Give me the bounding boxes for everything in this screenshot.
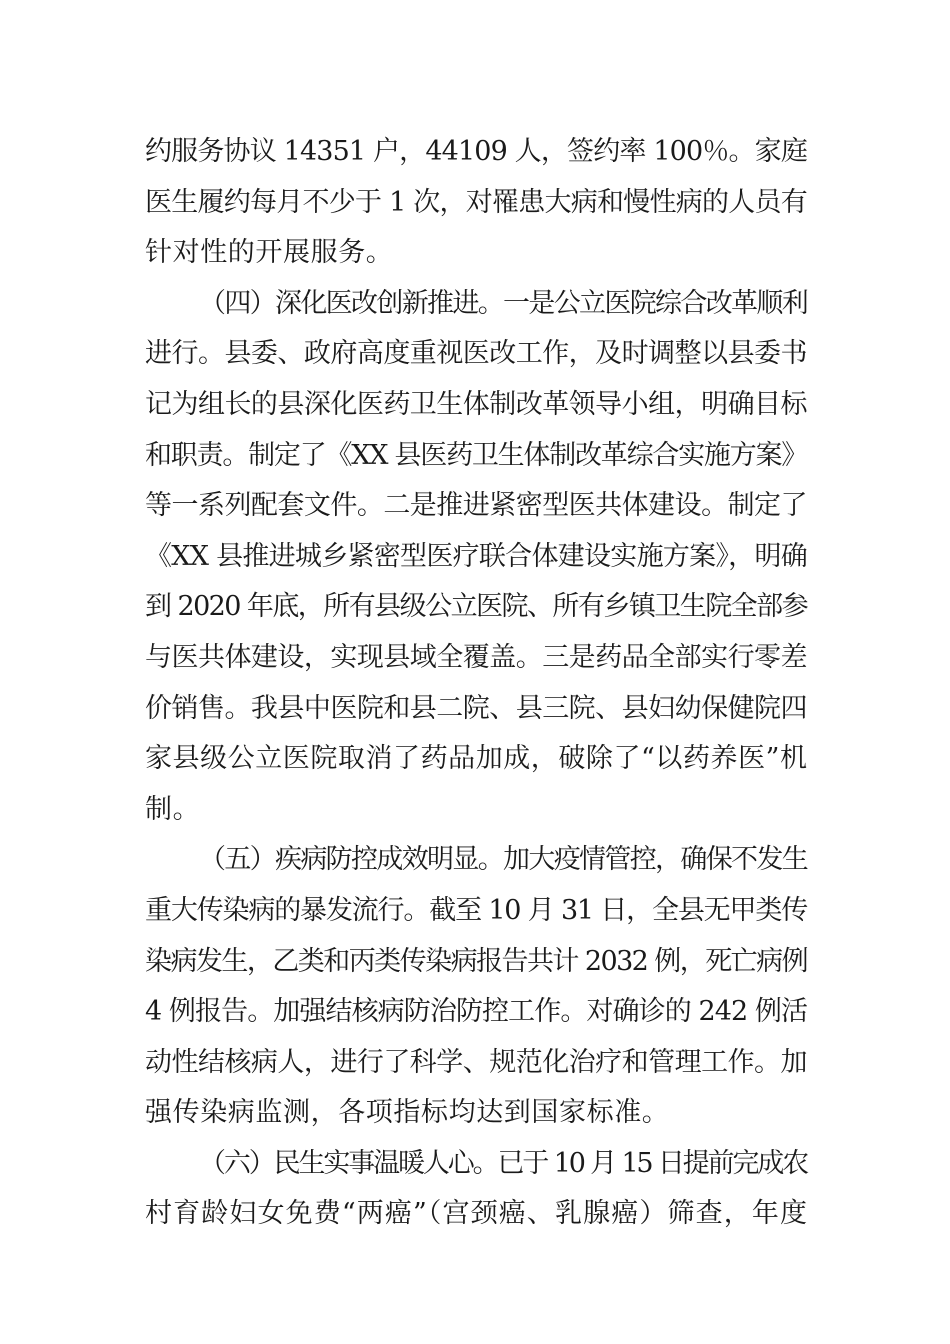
text-line: 重大传染病的暴发流行。截至 10 月 31 日，全县无甲类传: [145, 894, 807, 926]
text-line: 家县级公立医院取消了药品加成，破除了“以药养医”机: [145, 743, 808, 775]
text-line: 村育龄妇女免费“两癌”（宫颈癌、乳腺癌）筛查，年度: [145, 1198, 809, 1230]
text-line: 记为组长的县深化医药卫生体制改革领导小组，明确目标: [145, 388, 807, 420]
paragraph-livelihood: [145, 1139, 807, 1240]
text-line: 进行。县委、政府高度重视医改工作，及时调整以县委书: [145, 338, 807, 370]
text-line: 与医共体建设，实现县域全覆盖。三是药品全部实行零差: [145, 641, 807, 673]
text-line: 强传染病监测，各项指标均达到国家标准。: [145, 1097, 670, 1129]
text-line: 约服务协议 14351 户，44109 人，签约率 100％。家庭: [145, 136, 807, 167]
text-line: 染病发生，乙类和丙类传染病报告共计 2032 例，死亡病例: [145, 945, 807, 977]
text-line: 和职责。制定了《XX 县医药卫生体制改革综合实施方案》: [145, 439, 807, 471]
text-line: 针对性的开展服务。: [145, 237, 394, 269]
text-line: 动性结核病人，进行了科学、规范化治疗和管理工作。加: [145, 1046, 807, 1078]
text-line: 等一系列配套文件。二是推进紧密型医共体建设。制定了: [145, 490, 807, 522]
document-body: [145, 127, 807, 1240]
text-line: 到 2020 年底，所有县级公立医院、所有乡镇卫生院全部参: [145, 591, 807, 623]
paragraph-family-doctor: [145, 127, 807, 279]
text-line: （五）疾病防控成效明显。加大疫情管控，确保不发生: [199, 844, 807, 876]
text-line: 4 例报告。加强结核病防治防控工作。对确诊的 242 例活: [145, 996, 807, 1028]
text-line: （六）民生实事温暖人心。已于 10 月 15 日提前完成农: [199, 1147, 807, 1179]
text-line: 制。: [145, 793, 201, 825]
paragraph-disease-control: [145, 835, 807, 1139]
text-line: 《XX 县推进城乡紧密型医疗联合体建设实施方案》，明确: [145, 540, 807, 572]
paragraph-medical-reform: [145, 279, 807, 836]
text-line: 价销售。我县中医院和县二院、县三院、县妇幼保健院四: [145, 692, 807, 724]
text-line: 医生履约每月不少于 1 次，对罹患大病和慢性病的人员有: [145, 186, 807, 218]
text-line: （四）深化医改创新推进。一是公立医院综合改革顺利: [199, 287, 807, 319]
